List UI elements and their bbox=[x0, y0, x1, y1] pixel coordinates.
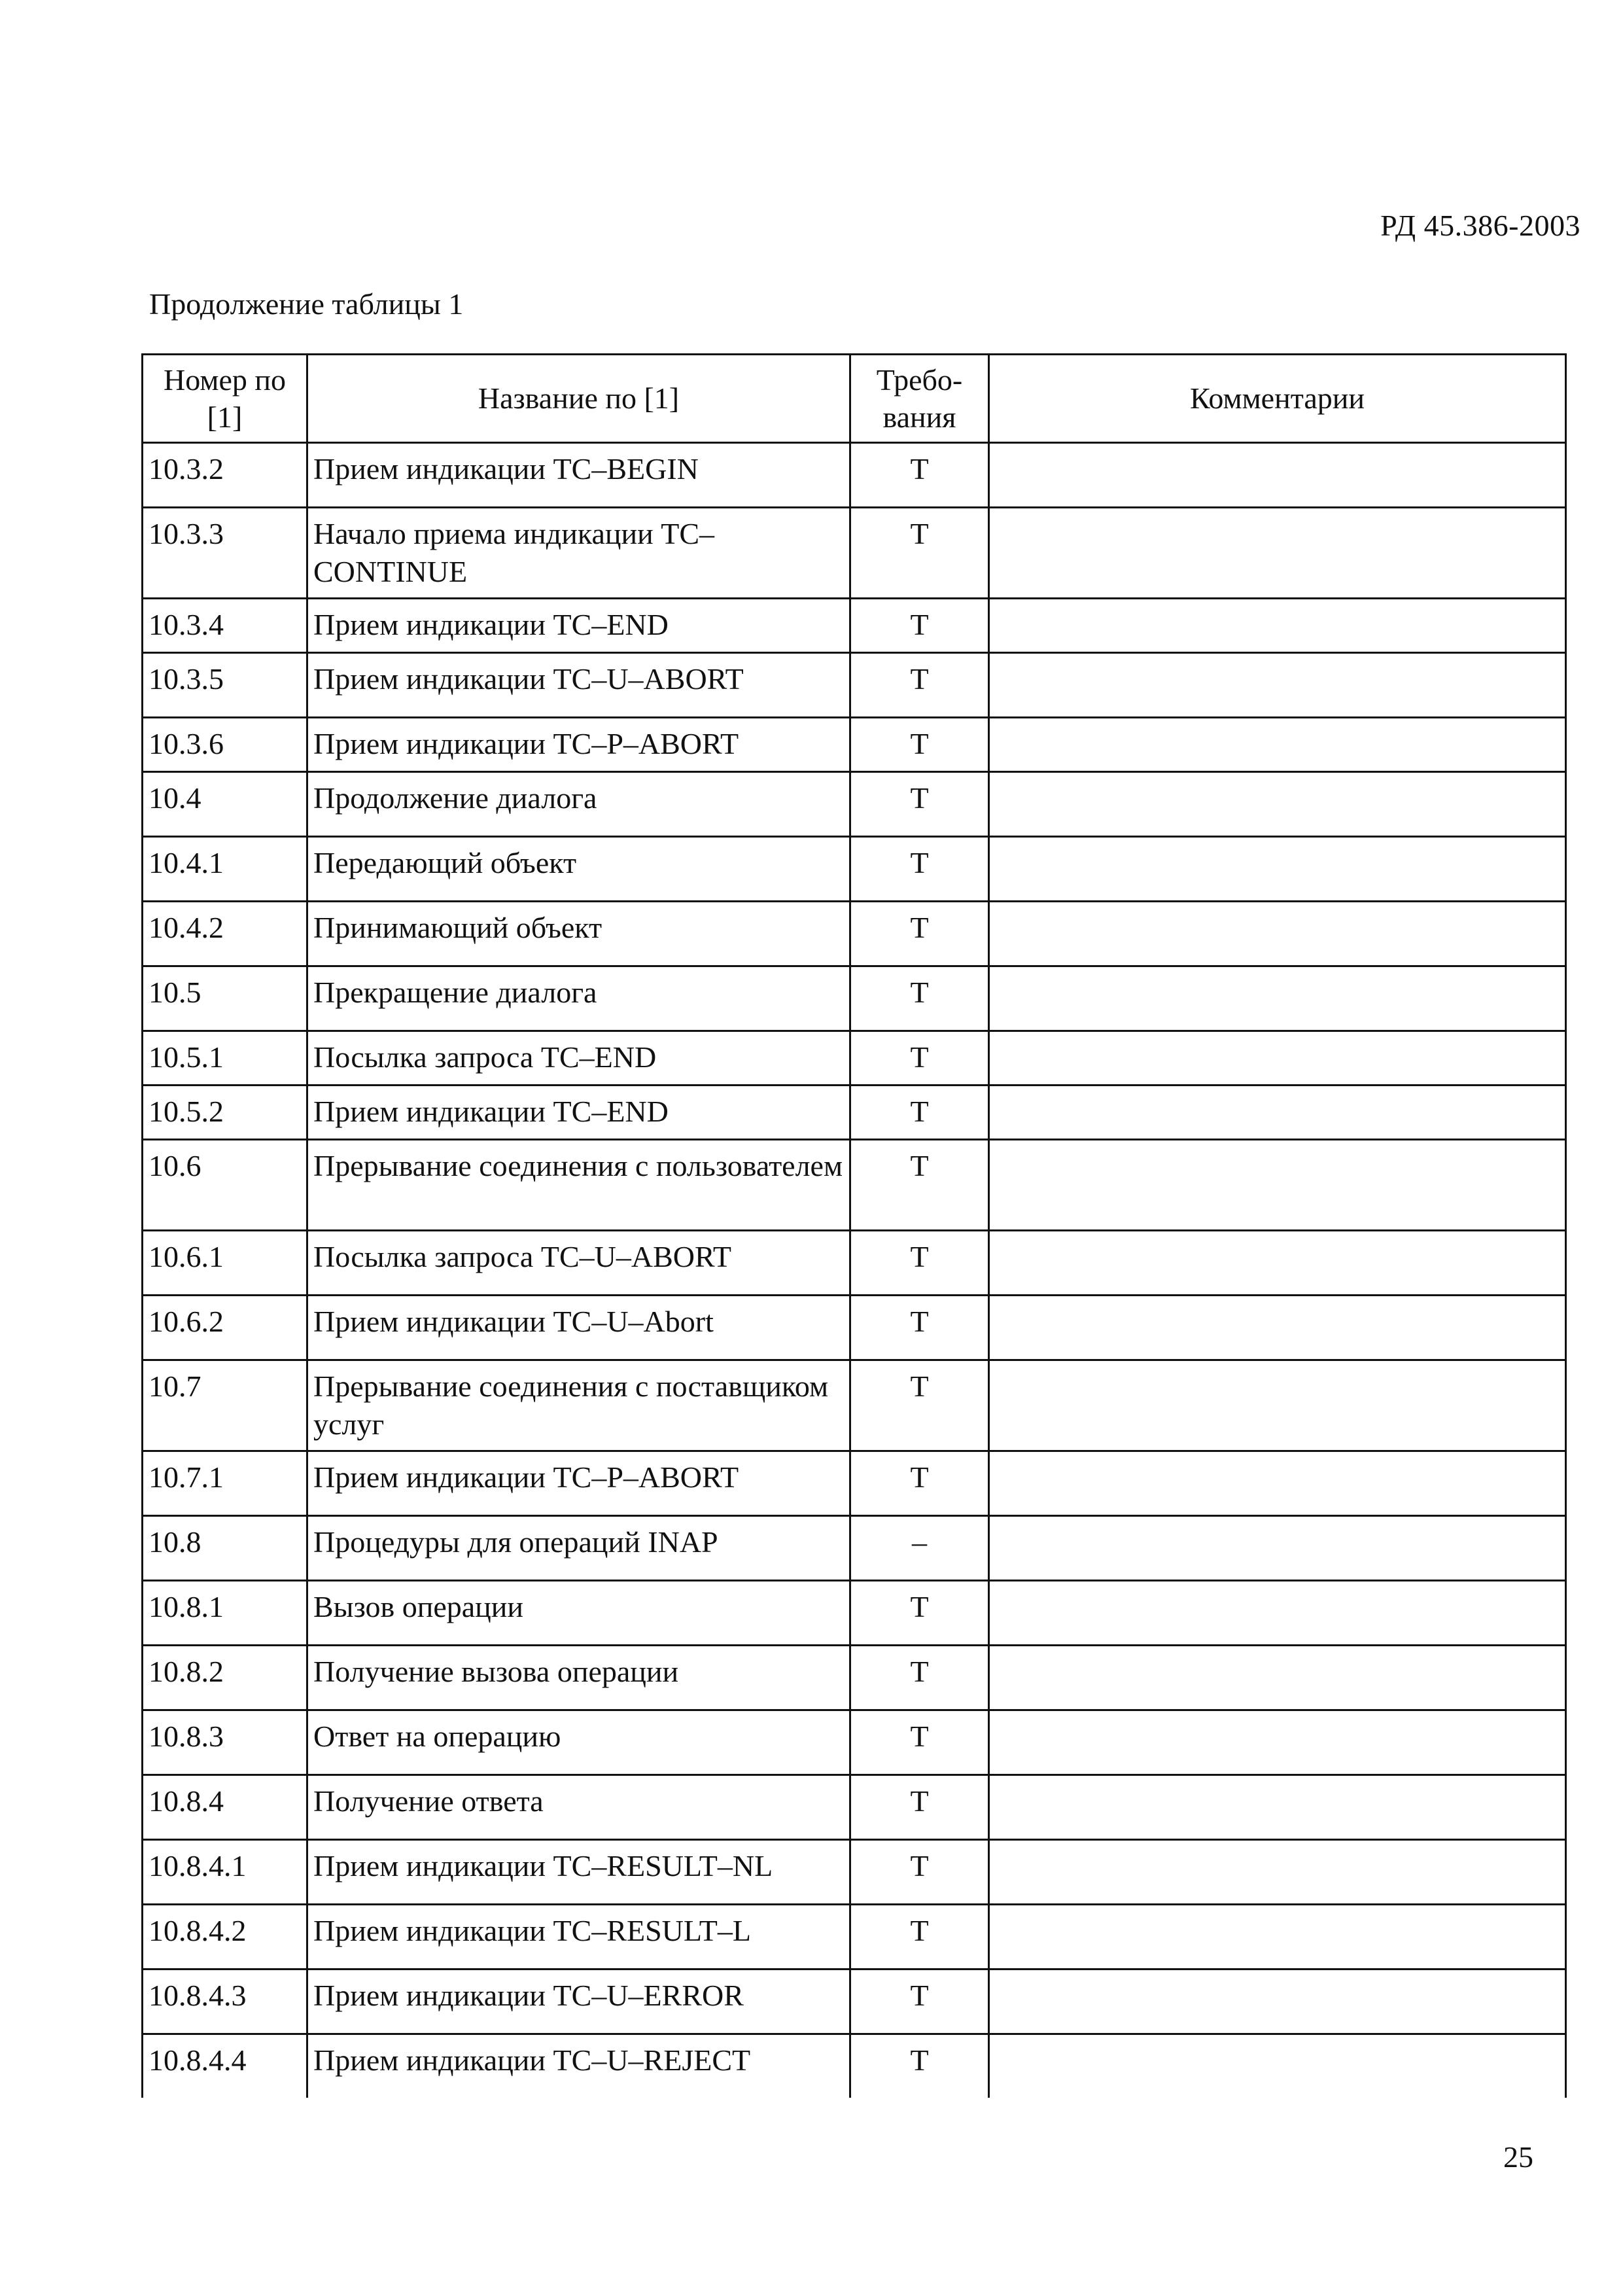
cell-name: Посылка запроса TC–U–ABORT bbox=[307, 1231, 850, 1296]
table-row bbox=[143, 1140, 1566, 1231]
cell-requirement: Т bbox=[850, 1360, 989, 1451]
table-row bbox=[143, 1360, 1566, 1451]
table-body bbox=[143, 443, 1566, 2098]
cell-requirement: Т bbox=[850, 1840, 989, 1905]
table-row bbox=[143, 1231, 1566, 1296]
table-row bbox=[143, 1296, 1566, 1360]
cell-requirement: Т bbox=[850, 1296, 989, 1360]
cell-comment bbox=[989, 772, 1566, 837]
cell-name: Процедуры для операций INAP bbox=[307, 1516, 850, 1581]
table-caption: Продолжение таблицы 1 bbox=[149, 287, 464, 321]
cell-comment bbox=[989, 443, 1566, 508]
cell-comment bbox=[989, 1775, 1566, 1840]
cell-number: 10.3.5 bbox=[143, 653, 307, 718]
cell-requirement: Т bbox=[850, 1031, 989, 1086]
cell-name: Прием индикации TC–END bbox=[307, 599, 850, 653]
cell-requirement: Т bbox=[850, 1905, 989, 1969]
table-row bbox=[143, 1775, 1566, 1840]
cell-number: 10.7 bbox=[143, 1360, 307, 1451]
page-number: 25 bbox=[1503, 2140, 1533, 2174]
cell-comment bbox=[989, 1031, 1566, 1086]
table-row bbox=[143, 1516, 1566, 1581]
cell-name: Принимающий объект bbox=[307, 902, 850, 966]
cell-comment bbox=[989, 1969, 1566, 2034]
cell-name: Прием индикации TC–P–ABORT bbox=[307, 718, 850, 772]
table-row bbox=[143, 2034, 1566, 2098]
table-row bbox=[143, 1710, 1566, 1775]
cell-comment bbox=[989, 508, 1566, 599]
cell-number: 10.8.4.1 bbox=[143, 1840, 307, 1905]
cell-requirement: Т bbox=[850, 1451, 989, 1516]
cell-comment bbox=[989, 1905, 1566, 1969]
cell-comment bbox=[989, 599, 1566, 653]
cell-comment bbox=[989, 1231, 1566, 1296]
cell-comment bbox=[989, 1360, 1566, 1451]
document-code: РД 45.386-2003 bbox=[1380, 209, 1580, 242]
cell-comment bbox=[989, 1581, 1566, 1646]
cell-comment bbox=[989, 1086, 1566, 1140]
table-row bbox=[143, 1031, 1566, 1086]
table-row bbox=[143, 772, 1566, 837]
cell-requirement: Т bbox=[850, 1231, 989, 1296]
table-row bbox=[143, 653, 1566, 718]
requirements-table bbox=[141, 353, 1567, 2098]
table-row bbox=[143, 902, 1566, 966]
cell-name: Прием индикации TC–U–ABORT bbox=[307, 653, 850, 718]
table-row bbox=[143, 718, 1566, 772]
cell-number: 10.4 bbox=[143, 772, 307, 837]
cell-comment bbox=[989, 1451, 1566, 1516]
cell-comment bbox=[989, 1140, 1566, 1231]
cell-requirement: Т bbox=[850, 1775, 989, 1840]
cell-comment bbox=[989, 2034, 1566, 2098]
cell-comment bbox=[989, 1296, 1566, 1360]
cell-number: 10.6.2 bbox=[143, 1296, 307, 1360]
cell-requirement: Т bbox=[850, 1969, 989, 2034]
cell-name: Получение вызова операции bbox=[307, 1646, 850, 1710]
cell-requirement: Т bbox=[850, 902, 989, 966]
table-row bbox=[143, 1581, 1566, 1646]
header-comments: Комментарии bbox=[989, 355, 1566, 443]
cell-number: 10.3.2 bbox=[143, 443, 307, 508]
cell-number: 10.8.2 bbox=[143, 1646, 307, 1710]
cell-number: 10.4.1 bbox=[143, 837, 307, 902]
cell-name: Продолжение диалога bbox=[307, 772, 850, 837]
cell-comment bbox=[989, 1710, 1566, 1775]
cell-number: 10.7.1 bbox=[143, 1451, 307, 1516]
cell-requirement: Т bbox=[850, 508, 989, 599]
cell-number: 10.3.4 bbox=[143, 599, 307, 653]
cell-number: 10.8 bbox=[143, 1516, 307, 1581]
cell-number: 10.8.3 bbox=[143, 1710, 307, 1775]
cell-name: Прием индикации TC–U–REJECT bbox=[307, 2034, 850, 2098]
cell-comment bbox=[989, 1516, 1566, 1581]
cell-requirement: Т bbox=[850, 1140, 989, 1231]
table-row bbox=[143, 508, 1566, 599]
cell-name: Получение ответа bbox=[307, 1775, 850, 1840]
cell-name: Прием индикации TC–RESULT–L bbox=[307, 1905, 850, 1969]
cell-number: 10.5 bbox=[143, 966, 307, 1031]
cell-number: 10.8.4.4 bbox=[143, 2034, 307, 2098]
table-header-row bbox=[143, 355, 1566, 443]
cell-comment bbox=[989, 653, 1566, 718]
cell-requirement: Т bbox=[850, 718, 989, 772]
cell-name: Прием индикации TC–RESULT–NL bbox=[307, 1840, 850, 1905]
table-row bbox=[143, 1646, 1566, 1710]
cell-number: 10.6.1 bbox=[143, 1231, 307, 1296]
cell-name: Прерывание соединения с пользователем bbox=[307, 1140, 850, 1231]
cell-comment bbox=[989, 1646, 1566, 1710]
cell-name: Прием индикации TC–END bbox=[307, 1086, 850, 1140]
cell-requirement: Т bbox=[850, 443, 989, 508]
cell-comment bbox=[989, 837, 1566, 902]
cell-number: 10.8.4.3 bbox=[143, 1969, 307, 2034]
cell-requirement: Т bbox=[850, 599, 989, 653]
cell-name: Прием индикации TC–U–ERROR bbox=[307, 1969, 850, 2034]
cell-number: 10.8.4 bbox=[143, 1775, 307, 1840]
table-row bbox=[143, 1969, 1566, 2034]
cell-requirement: Т bbox=[850, 1710, 989, 1775]
cell-name: Прерывание соединения с поставщиком услуг bbox=[307, 1360, 850, 1451]
cell-name: Прием индикации TC–U–Abort bbox=[307, 1296, 850, 1360]
cell-comment bbox=[989, 1840, 1566, 1905]
cell-number: 10.5.1 bbox=[143, 1031, 307, 1086]
cell-number: 10.5.2 bbox=[143, 1086, 307, 1140]
table-row bbox=[143, 1451, 1566, 1516]
table-row bbox=[143, 837, 1566, 902]
header-name: Название по [1] bbox=[307, 355, 850, 443]
cell-number: 10.3.6 bbox=[143, 718, 307, 772]
cell-requirement: Т bbox=[850, 2034, 989, 2098]
cell-requirement: Т bbox=[850, 653, 989, 718]
cell-requirement: Т bbox=[850, 772, 989, 837]
cell-name: Ответ на операцию bbox=[307, 1710, 850, 1775]
cell-name: Прием индикации TC–BEGIN bbox=[307, 443, 850, 508]
cell-name: Прекращение диалога bbox=[307, 966, 850, 1031]
cell-comment bbox=[989, 902, 1566, 966]
cell-requirement: Т bbox=[850, 1646, 989, 1710]
table-row bbox=[143, 599, 1566, 653]
cell-name: Вызов операции bbox=[307, 1581, 850, 1646]
cell-name: Прием индикации TC–P–ABORT bbox=[307, 1451, 850, 1516]
cell-number: 10.4.2 bbox=[143, 902, 307, 966]
cell-number: 10.3.3 bbox=[143, 508, 307, 599]
table-row bbox=[143, 1905, 1566, 1969]
cell-comment bbox=[989, 966, 1566, 1031]
cell-requirement: – bbox=[850, 1516, 989, 1581]
header-requirements: Требо-вания bbox=[850, 355, 989, 443]
cell-number: 10.8.4.2 bbox=[143, 1905, 307, 1969]
header-number: Номер по [1] bbox=[143, 355, 307, 443]
cell-number: 10.8.1 bbox=[143, 1581, 307, 1646]
cell-name: Посылка запроса TC–END bbox=[307, 1031, 850, 1086]
cell-name: Начало приема индикации TC–CONTINUE bbox=[307, 508, 850, 599]
cell-requirement: Т bbox=[850, 1086, 989, 1140]
cell-name: Передающий объект bbox=[307, 837, 850, 902]
table-row bbox=[143, 1086, 1566, 1140]
cell-requirement: Т bbox=[850, 837, 989, 902]
table-row bbox=[143, 1840, 1566, 1905]
cell-requirement: Т bbox=[850, 966, 989, 1031]
cell-comment bbox=[989, 718, 1566, 772]
table-row bbox=[143, 443, 1566, 508]
cell-number: 10.6 bbox=[143, 1140, 307, 1231]
table-row bbox=[143, 966, 1566, 1031]
cell-requirement: Т bbox=[850, 1581, 989, 1646]
